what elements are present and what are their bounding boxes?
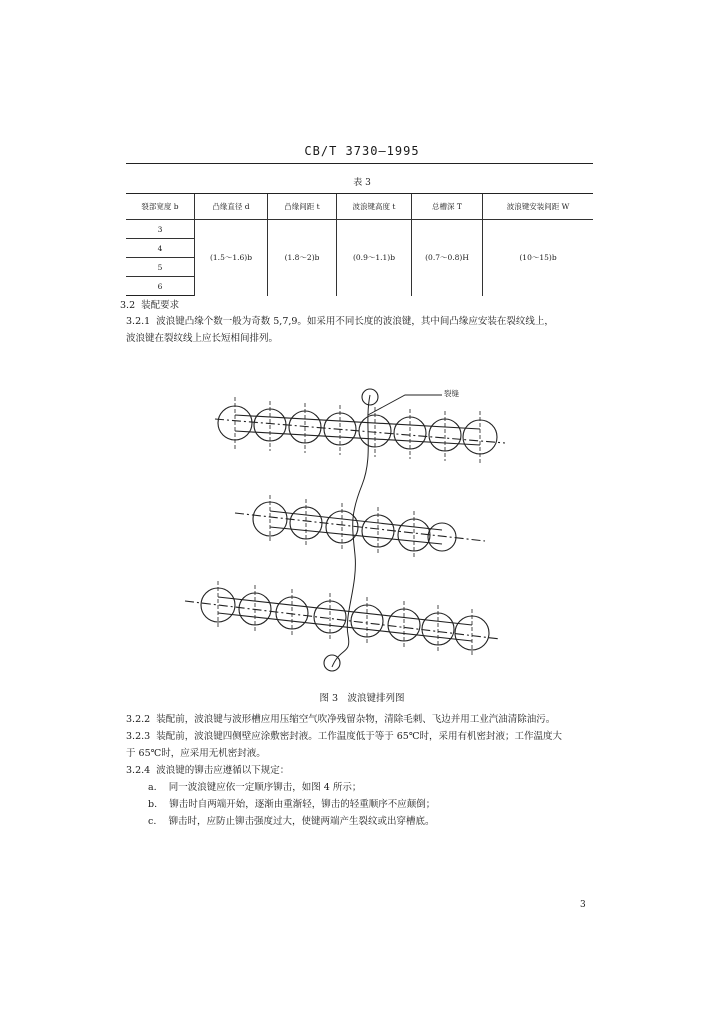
list-item-text: 同一波浪键应依一定顺序铆击，如图 4 所示； — [168, 782, 362, 793]
clause-line: 波浪键在裂纹线上应长短相间排列。 — [126, 333, 279, 344]
clause-line — [126, 313, 596, 330]
col-header-install-spacing: 波浪键安装间距 W — [483, 194, 594, 220]
list-item — [148, 796, 435, 810]
width-cell: 6 — [126, 277, 195, 296]
figure-caption: 图 3 波浪键排列图 — [319, 693, 405, 704]
table-caption: 表 3 — [353, 178, 371, 188]
list-item — [148, 813, 434, 827]
width-cell: 3 — [126, 220, 195, 239]
col-header-key-height: 波浪键高度 t — [337, 194, 412, 220]
value-cell: (1.5～1.6)b — [195, 220, 268, 296]
section-number: 3.2 — [120, 300, 136, 311]
wave-key-arrangement-figure — [180, 385, 520, 675]
width-cell: 5 — [126, 258, 195, 277]
clause-number: 3.2.1 — [126, 316, 151, 327]
clause-3-2-3 — [126, 728, 596, 762]
value-cell: (10～15)b — [483, 220, 594, 296]
section-title: 装配要求 — [141, 300, 180, 311]
clause-line: 于 65℃时，应采用无机密封液。 — [126, 748, 266, 759]
list-item-label: a. — [148, 782, 157, 793]
clause-number: 3.2.4 — [126, 765, 151, 776]
clause-text: 波浪键的铆击应遵循以下规定： — [156, 765, 290, 776]
clause-3-2-2 — [126, 711, 596, 728]
value-cell: (1.8～2)b — [268, 220, 337, 296]
clause-3-2-4 — [126, 762, 596, 779]
spec-table — [126, 193, 593, 296]
col-header-flange-diameter: 凸缘直径 d — [195, 194, 268, 220]
callout-leader — [368, 395, 442, 415]
list-item — [148, 779, 361, 793]
standard-header: CB/T 3730—1995 — [304, 144, 420, 158]
wave-key-row-1 — [215, 397, 505, 463]
value-cell: (0.9～1.1)b — [337, 220, 412, 296]
clause-line — [126, 728, 596, 745]
list-item-label: c. — [148, 816, 157, 827]
list-item-text: 铆击时自两端开始，逐渐由重渐轻，铆击的轻重顺序不应颠倒； — [169, 799, 436, 810]
table-header-row — [126, 194, 593, 220]
callout-label: 裂缝 — [444, 389, 459, 398]
header-rule — [126, 163, 593, 164]
clause-3-2-1 — [126, 313, 596, 347]
value-cell: (0.7～0.8)H — [412, 220, 483, 296]
col-header-slot-depth: 总槽深 T — [412, 194, 483, 220]
list-item-text: 铆击时，应防止铆击强度过大，使键两端产生裂纹或出穿槽底。 — [168, 816, 435, 827]
section-heading — [120, 297, 179, 311]
wave-key-row-2 — [235, 495, 485, 559]
clause-text: 装配前，波浪键与波形槽应用压缩空气吹净残留杂物，清除毛刺、飞边并用工业汽油清除油污。 — [156, 714, 556, 725]
clause-text: 装配前，波浪键四侧壁应涂敷密封液。工作温度低于等于 65℃时，采用有机密封液；工作温度大 — [156, 731, 562, 742]
col-header-width: 裂部宽度 b — [126, 194, 195, 220]
width-cell: 4 — [126, 239, 195, 258]
page-number: 3 — [580, 900, 586, 910]
clause-text: 波浪键凸缘个数一般为奇数 5,7,9。如采用不同长度的波浪键，其中间凸缘应安装在裂纹线上， — [156, 316, 554, 327]
wave-key-row-3 — [185, 581, 500, 657]
col-header-flange-spacing: 凸缘间距 t — [268, 194, 337, 220]
crack-end-circle-bottom — [324, 655, 340, 671]
clause-number: 3.2.2 — [126, 714, 151, 725]
list-item-label: b. — [148, 799, 158, 810]
table-row — [126, 220, 593, 239]
clause-number: 3.2.3 — [126, 731, 151, 742]
